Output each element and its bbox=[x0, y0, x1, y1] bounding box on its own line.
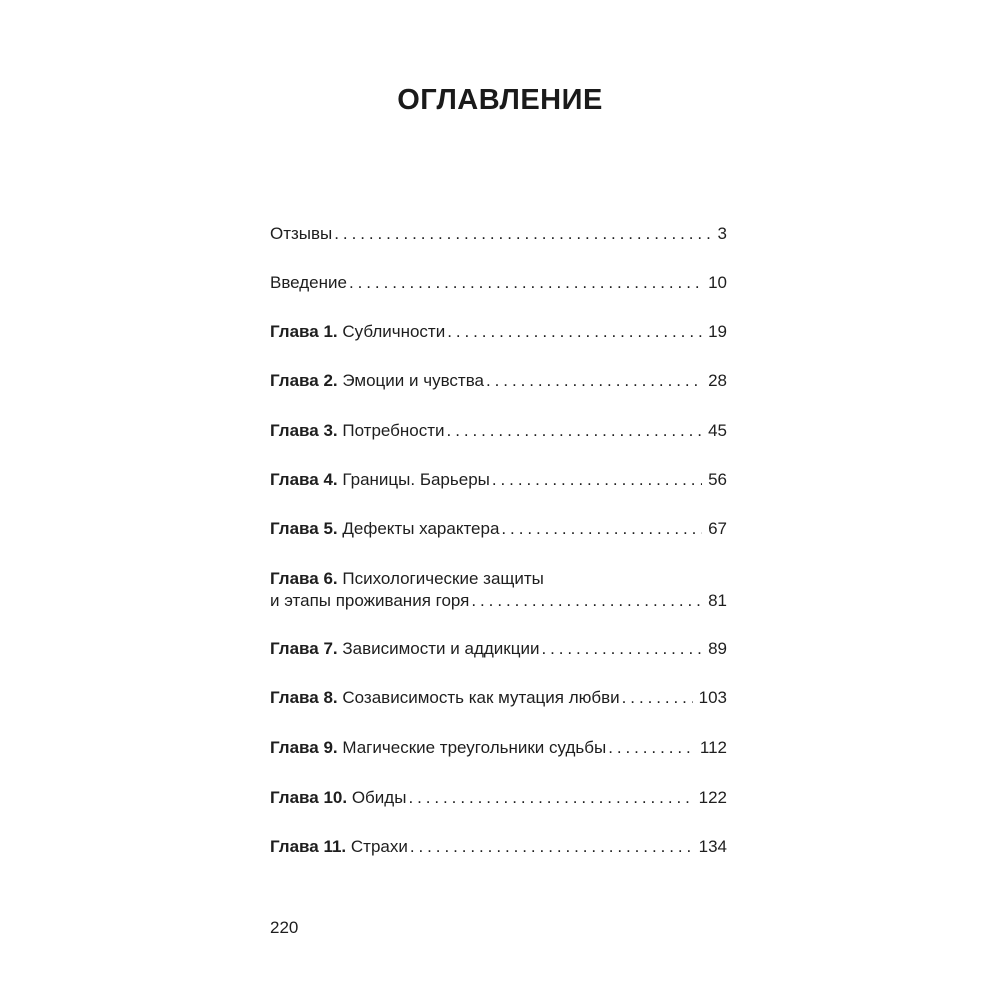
dot-leader bbox=[408, 787, 692, 809]
dot-leader bbox=[349, 272, 702, 294]
chapter-label: Глава 3. bbox=[270, 421, 338, 440]
entry-title: Границы. Барьеры bbox=[342, 470, 490, 489]
chapter-label: Глава 4. bbox=[270, 470, 338, 489]
chapter-label: Глава 5. bbox=[270, 519, 338, 538]
entry-title: Введение bbox=[270, 273, 347, 292]
entry-title: Психологические защиты bbox=[342, 569, 544, 588]
dot-leader bbox=[501, 518, 702, 540]
toc-entry-reviews[interactable] bbox=[270, 223, 727, 245]
dot-leader bbox=[541, 638, 702, 660]
entry-title: Магические треугольники судьбы bbox=[342, 738, 607, 757]
toc-entry-chapter-4[interactable] bbox=[270, 469, 727, 491]
dot-leader bbox=[486, 370, 702, 392]
toc-entry-chapter-7[interactable] bbox=[270, 638, 727, 660]
page-number-footer: 220 bbox=[270, 918, 299, 937]
toc-entry-chapter-6[interactable] bbox=[270, 568, 727, 612]
dot-leader bbox=[492, 469, 702, 491]
toc-entry-chapter-3[interactable] bbox=[270, 420, 727, 442]
entry-title: Зависимости и аддикции bbox=[342, 639, 540, 658]
entry-page-number: 122 bbox=[698, 788, 727, 807]
entry-title: Созависимость как мутация любви bbox=[342, 688, 620, 707]
chapter-label: Глава 1. bbox=[270, 322, 338, 341]
entry-page-number: 19 bbox=[708, 322, 727, 341]
dot-leader bbox=[410, 836, 693, 858]
dot-leader bbox=[622, 687, 693, 709]
chapter-label: Глава 8. bbox=[270, 688, 338, 707]
entry-page-number: 67 bbox=[708, 519, 727, 538]
chapter-label: Глава 6. bbox=[270, 569, 338, 588]
entry-page-number: 112 bbox=[699, 738, 727, 757]
dot-leader bbox=[334, 223, 711, 245]
toc-entry-chapter-10[interactable] bbox=[270, 787, 727, 809]
entry-page-number: 45 bbox=[708, 421, 727, 440]
page-title: ОГЛАВЛЕНИЕ bbox=[397, 84, 603, 116]
chapter-label: Глава 2. bbox=[270, 371, 338, 390]
entry-page-number: 81 bbox=[708, 591, 727, 610]
entry-title-continued: и этапы проживания горя bbox=[270, 591, 470, 610]
toc-entry-chapter-9[interactable] bbox=[270, 737, 727, 759]
entry-title: Потребности bbox=[342, 421, 445, 440]
entry-page-number: 89 bbox=[708, 639, 727, 658]
entry-title: Эмоции и чувства bbox=[342, 371, 484, 390]
dot-leader bbox=[447, 420, 703, 442]
entry-title: Отзывы bbox=[270, 224, 333, 243]
toc-entry-introduction[interactable] bbox=[270, 272, 727, 294]
entry-page-number: 10 bbox=[708, 273, 727, 292]
entry-title: Субличности bbox=[342, 322, 446, 341]
entry-title: Страхи bbox=[350, 837, 408, 856]
entry-title: Обиды bbox=[351, 788, 407, 807]
dot-leader bbox=[471, 590, 702, 612]
toc-entry-chapter-1[interactable] bbox=[270, 321, 727, 343]
entry-page-number: 28 bbox=[708, 371, 727, 390]
toc-entry-chapter-11[interactable] bbox=[270, 836, 727, 858]
entry-title: Дефекты характера bbox=[342, 519, 500, 538]
toc-entry-chapter-8[interactable] bbox=[270, 687, 727, 709]
entry-page-number: 3 bbox=[717, 224, 727, 243]
entry-page-number: 134 bbox=[698, 837, 727, 856]
chapter-label: Глава 11. bbox=[270, 837, 347, 856]
toc-entry-chapter-5[interactable] bbox=[270, 518, 727, 540]
dot-leader bbox=[447, 321, 702, 343]
dot-leader bbox=[608, 737, 694, 759]
chapter-label: Глава 10. bbox=[270, 788, 348, 807]
entry-page-number: 56 bbox=[708, 470, 727, 489]
chapter-label: Глава 7. bbox=[270, 639, 338, 658]
entry-page-number: 103 bbox=[698, 688, 727, 707]
chapter-label: Глава 9. bbox=[270, 738, 338, 757]
toc-entry-chapter-2[interactable] bbox=[270, 370, 727, 392]
